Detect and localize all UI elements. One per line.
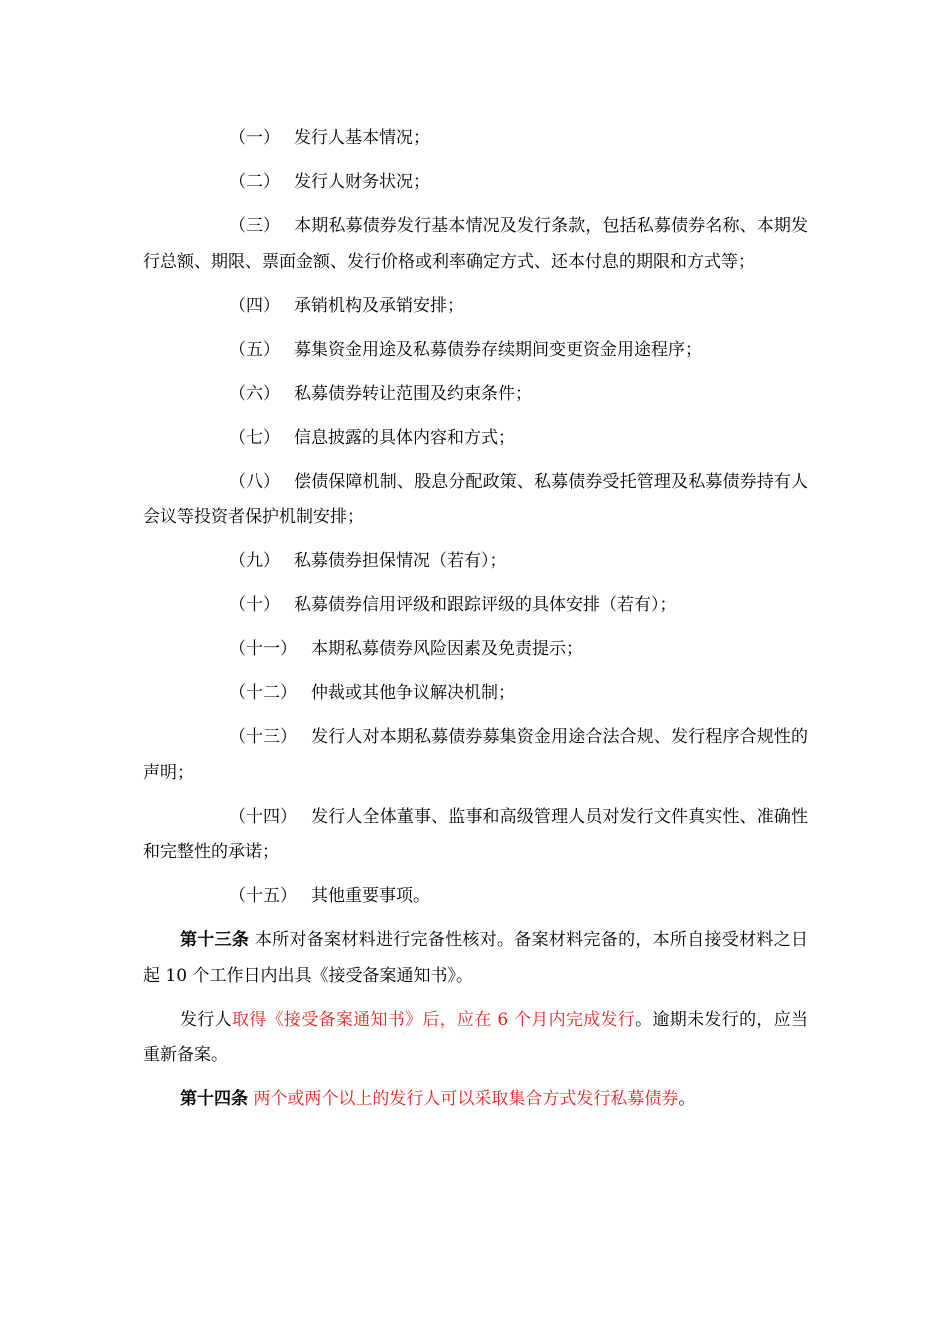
item-number: （八）: [229, 471, 280, 492]
paragraph-text: 。逾期未发行的，应当重新备案。: [143, 1009, 809, 1065]
list-item: [143, 879, 808, 915]
item-number: （五）: [229, 339, 280, 360]
item-number: （十三）: [229, 727, 297, 747]
list-item: [143, 720, 808, 791]
item-text: 本期私募债券发行基本情况及发行条款，包括私募债券名称、本期发行总额、期限、票面金额、发行价格或利率确定方式、还本付息的期限和方式等；: [143, 216, 808, 272]
list-item: [143, 800, 808, 871]
article-14-paragraph: [143, 1082, 808, 1118]
item-text: 私募债券信用评级和跟踪评级的具体安排（若有）；: [294, 595, 677, 615]
article-heading: 第十四条: [180, 1089, 248, 1109]
article-13-paragraph: [143, 923, 808, 994]
article-heading: 第十三条: [180, 930, 250, 950]
item-number: （十二）: [229, 683, 297, 703]
highlighted-text: 取得《接受备案通知书》后，应在 6 个月内完成发行: [231, 1009, 636, 1030]
highlighted-text: 两个或两个以上的发行人可以采取集合方式发行私募债券: [253, 1089, 679, 1109]
list-item: [143, 333, 808, 369]
item-number: （十五）: [229, 886, 297, 906]
item-number: （十）: [229, 595, 280, 615]
list-item: [143, 632, 808, 668]
item-text: 发行人全体董事、监事和高级管理人员对发行文件真实性、准确性和完整性的承诺；: [143, 806, 808, 862]
item-text: 仲裁或其他争议解决机制；: [311, 683, 515, 703]
paragraph-text: 。: [678, 1089, 696, 1109]
list-item: [143, 377, 808, 413]
item-number: （七）: [229, 427, 280, 448]
article-13-second-paragraph: [143, 1003, 808, 1074]
item-number: （二）: [229, 172, 280, 192]
item-text: 其他重要事项。: [311, 886, 430, 906]
item-number: （四）: [229, 295, 280, 316]
document-body: [143, 121, 808, 1126]
item-text: 发行人财务状况；: [294, 172, 430, 192]
item-number: （九）: [229, 551, 280, 571]
list-item: [143, 289, 808, 325]
item-number: （十四）: [229, 806, 297, 827]
list-item: [143, 165, 808, 201]
list-item: [143, 588, 808, 624]
item-number: （一）: [229, 128, 280, 148]
list-item: [143, 544, 808, 580]
list-item: [143, 676, 808, 712]
item-text: 募集资金用途及私募债券存续期间变更资金用途程序；: [294, 339, 702, 360]
list-item: [143, 421, 808, 457]
item-text: 发行人对本期私募债券募集资金用途合法合规、发行程序合规性的声明；: [143, 727, 808, 783]
item-number: （三）: [229, 216, 280, 236]
item-text: 本期私募债券风险因素及免责提示；: [311, 639, 583, 659]
item-number: （十一）: [229, 639, 297, 659]
item-text: 偿债保障机制、股息分配政策、私募债券受托管理及私募债券持有人会议等投资者保护机制安排；: [143, 471, 808, 527]
item-text: 信息披露的具体内容和方式；: [294, 427, 515, 448]
item-text: 发行人基本情况；: [294, 128, 430, 148]
item-text: 私募债券担保情况（若有）；: [294, 551, 507, 571]
list-item: [143, 465, 808, 536]
list-item: [143, 209, 808, 280]
paragraph-text: 发行人: [180, 1009, 232, 1030]
item-number: （六）: [229, 383, 280, 404]
list-item: [143, 121, 808, 157]
item-text: 私募债券转让范围及约束条件；: [294, 383, 532, 404]
article-text: 本所对备案材料进行完备性核对。备案材料完备的，本所自接受材料之日起 10 个工作日内出具《接受备案通知书》。: [143, 930, 809, 986]
item-text: 承销机构及承销安排；: [294, 295, 464, 316]
